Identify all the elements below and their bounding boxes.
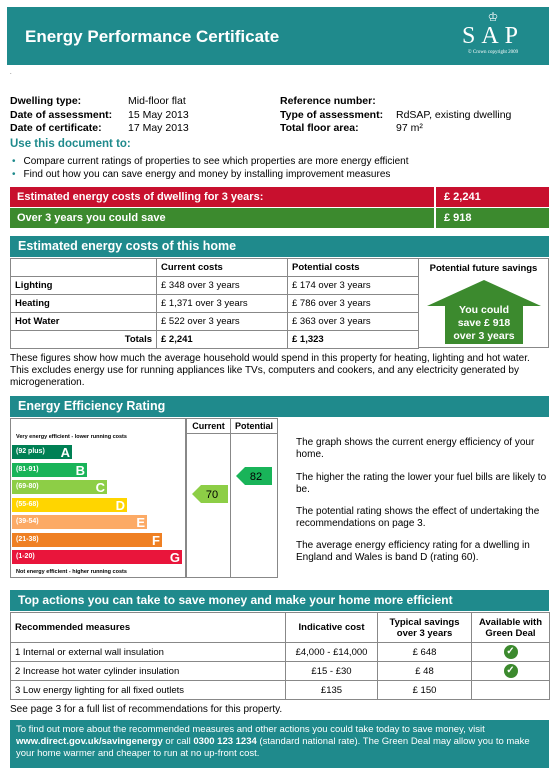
eer-band-letter: D	[115, 497, 125, 513]
table-row: Current costs Potential costs	[11, 259, 419, 277]
savings-bar	[10, 208, 549, 228]
table-row: Hot Water £ 522 over 3 years £ 363 over 3 years	[11, 313, 419, 331]
eer-side-text-1: The graph shows the current energy efficiency of your home.	[296, 437, 535, 460]
actions-section-header: Top actions you can take to save money and make your home more efficient	[10, 590, 549, 611]
certificate-date-label: Date of certificate:	[10, 122, 102, 134]
header-bar	[7, 7, 549, 65]
dwelling-type-label: Dwelling type:	[10, 95, 82, 107]
savings-label: Over 3 years you could save	[17, 212, 166, 224]
eer-band-c	[12, 480, 107, 494]
current-column	[186, 433, 231, 578]
eer-band-range: (39-54)	[16, 518, 39, 525]
reference-number	[396, 95, 511, 109]
details-left-values	[128, 95, 189, 136]
table-row: Lighting £ 348 over 3 years £ 174 over 3 years	[11, 277, 419, 295]
eer-band-g	[12, 550, 182, 564]
assessment-type: RdSAP, existing dwelling	[396, 108, 512, 121]
footer-phone: 0300 123 1234	[193, 736, 257, 747]
eer-section-header: Energy Efficiency Rating	[10, 396, 549, 417]
eer-band-letter: E	[136, 515, 145, 530]
eer-band-letter: A	[60, 445, 70, 460]
eer-band-range: (69-80)	[16, 483, 39, 490]
eer-bottom-note: Not energy efficient - higher running costs	[16, 569, 127, 575]
current-column-header: Current	[186, 418, 231, 434]
footer-info: To find out more about the recommended measures and other actions you could take today to save money, visit www.direct.gov.uk/savingenergy or call 0300 123 1234 (standard national rate). The Green Deal may allow you to make your home warmer and cheaper to run at no up-front cost.	[10, 720, 549, 768]
certificate-date: 17 May 2013	[128, 122, 189, 134]
future-savings-header: Potential future savings	[429, 263, 538, 274]
future-savings-line1: You could	[459, 304, 509, 316]
details-right-values	[396, 95, 511, 136]
potential-rating-value: 82	[249, 471, 263, 483]
sap-logo	[451, 11, 535, 63]
table-row: Heating £ 1,371 over 3 years £ 786 over 3 years	[11, 295, 419, 313]
copyright-text: © Crown copyright 2009	[467, 50, 519, 55]
eer-band-letter: G	[169, 550, 180, 565]
list-item: • Find out how you can save energy and money by installing improvement measures	[12, 169, 391, 180]
eer-band-d	[12, 498, 127, 512]
eer-band-letter: B	[75, 462, 85, 478]
list-item: • Compare current ratings of properties to see which properties are more energy efficient	[12, 156, 409, 167]
eer-side-text-2: The higher the rating the lower your fuel bills are likely to be.	[296, 472, 547, 495]
eer-side-text-3: The potential rating shows the effect of undertaking the recommendations on page 3.	[296, 506, 540, 529]
costs-note: These figures show how much the average household would spend in this property for heating, lighting and hot water. This excludes energy use for running appliances like TVs, computers and cookers, and any electricity generated by microgeneration.	[10, 353, 530, 388]
eer-band-b	[12, 463, 87, 477]
current-rating-arrow	[192, 485, 228, 503]
footer-line1: To find out more about the recommended measures and other actions you could take today to save money, visit	[16, 724, 485, 735]
table-row: Totals £ 2,241 £ 1,323	[11, 331, 419, 349]
floor-area: 97 m²	[396, 122, 423, 134]
potential-column	[230, 433, 278, 578]
sap-logo-text: SAP	[461, 23, 525, 49]
green-deal-tick-icon: ✓	[504, 664, 518, 678]
savings-value: £ 918	[434, 208, 549, 228]
future-savings-box	[418, 258, 549, 348]
table-row: 2 Increase hot water cylinder insulation £15 - £30 £ 48 ✓	[11, 662, 550, 681]
current-rating-value: 70	[205, 489, 219, 501]
details-right	[280, 95, 383, 136]
actions-note: See page 3 for a full list of recommendations for this property.	[10, 704, 283, 715]
costs-section-header: Estimated energy costs of this home	[10, 236, 549, 257]
use-list	[12, 155, 409, 181]
assessment-date-label: Date of assessment:	[10, 108, 113, 121]
eer-band-f	[12, 533, 162, 547]
actions-table	[10, 612, 550, 700]
table-row: Recommended measures Indicative cost Typical savings over 3 years Available with Green Deal	[11, 613, 550, 643]
footer-link[interactable]: www.direct.gov.uk/savingenergy	[16, 736, 163, 747]
future-savings-line2: save £ 918	[457, 317, 511, 329]
divider-dot: .	[10, 70, 12, 76]
crown-icon: ♔	[487, 10, 499, 24]
eer-band-range: (92 plus)	[16, 448, 45, 455]
eer-band-letter: C	[95, 480, 105, 495]
floor-area-label: Total floor area:	[280, 122, 359, 134]
table-row: 1 Internal or external wall insulation £4,000 - £14,000 £ 648 ✓	[11, 643, 550, 662]
eer-top-note: Very energy efficient - lower running costs	[16, 434, 127, 440]
dwelling-type: Mid-floor flat	[128, 95, 186, 107]
assessment-date: 15 May 2013	[128, 108, 189, 121]
reference-label: Reference number:	[280, 95, 376, 107]
eer-band-range: (1-20)	[16, 553, 35, 560]
assessment-type-label: Type of assessment:	[280, 108, 384, 121]
use-title: Use this document to:	[10, 138, 131, 150]
potential-column-header: Potential	[230, 418, 278, 434]
eer-band-a	[12, 445, 72, 459]
eer-band-range: (21-38)	[16, 535, 39, 543]
savings-arrow-icon	[425, 278, 543, 346]
estimated-costs-value: £ 2,241	[434, 187, 549, 207]
estimated-costs-label: Estimated energy costs of dwelling for 3 years:	[17, 191, 264, 203]
eer-side-text-4: The average energy efficiency rating for a dwelling in England and Wales is band D (rating 60).	[296, 540, 530, 563]
future-savings-line3: over 3 years	[453, 330, 515, 342]
table-row: 3 Low energy lighting for all fixed outlets £135 £ 150	[11, 681, 550, 700]
eer-band-range: (55-68)	[16, 500, 39, 508]
eer-band-e	[12, 515, 147, 529]
eer-band-range: (81-91)	[16, 465, 39, 473]
page-title: Energy Performance Certificate	[25, 27, 280, 46]
potential-rating-arrow	[236, 467, 272, 485]
details-left	[10, 95, 112, 136]
green-deal-tick-icon: ✓	[504, 645, 518, 659]
eer-band-letter: F	[152, 532, 160, 548]
costs-table	[10, 258, 419, 349]
estimated-costs-bar	[10, 187, 549, 207]
